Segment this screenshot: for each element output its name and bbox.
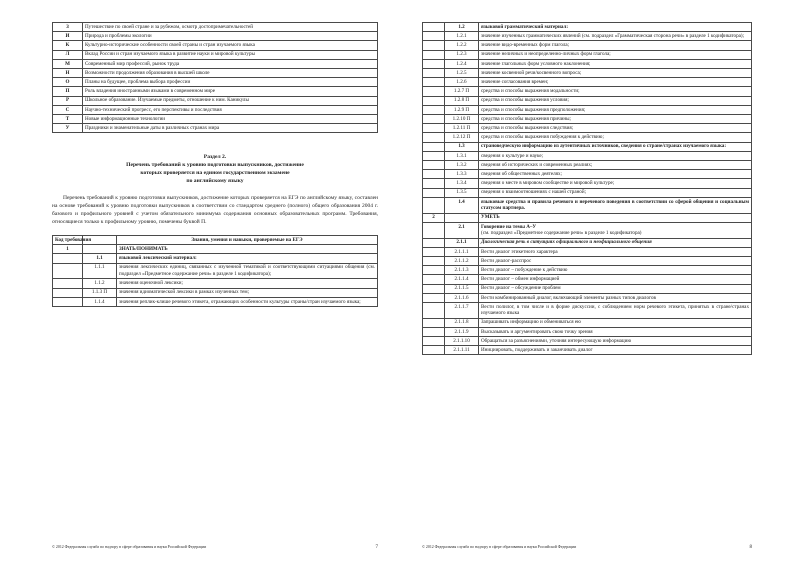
requirement-number-cell: 1.2.11 П xyxy=(445,124,479,133)
topic-text-cell: Планы на будущее, проблема выбора профессии xyxy=(83,78,378,87)
requirement-number-cell: 1.2.10 П xyxy=(445,115,479,124)
requirement-number-cell: 1.2.4 xyxy=(445,59,479,68)
requirement-number-cell: 1.1.2 xyxy=(83,279,117,288)
footer-page-number: 8 xyxy=(749,545,752,550)
requirement-text-cell: значение изученных грамматических явлений (см. подраздел «Грамматическая сторона речи» в разделе 1 кодификатора); xyxy=(479,32,752,41)
requirement-group-cell xyxy=(423,327,445,336)
table-row xyxy=(423,266,752,275)
table-row xyxy=(53,254,378,263)
requirement-text-cell: Высказывать и аргументировать свою точку зрения xyxy=(479,327,752,336)
section-heading-line-3: которых проверяется на едином государственном экзамене xyxy=(140,170,290,177)
table-row xyxy=(423,151,752,160)
requirement-text-cell: средства и способы выражения побуждения к действию; xyxy=(479,133,752,142)
table-row xyxy=(53,59,378,68)
requirement-number-cell: 2.1 xyxy=(445,222,479,238)
requirement-group-cell xyxy=(423,142,445,151)
requirement-text-cell: сведения об общественных деятелях; xyxy=(479,170,752,179)
requirement-group-cell xyxy=(423,115,445,124)
footer-left xyxy=(52,545,378,550)
requirements-table-wrap-left xyxy=(52,235,378,307)
table-row xyxy=(53,263,378,279)
requirement-number-cell: 2.1.1.9 xyxy=(445,327,479,336)
requirement-group-cell xyxy=(423,59,445,68)
table-row xyxy=(423,238,752,247)
table-row xyxy=(53,297,378,306)
requirement-group-cell xyxy=(423,346,445,355)
requirement-number-cell: 1.2.8 П xyxy=(445,96,479,105)
table-row xyxy=(423,275,752,284)
topic-code-cell: И xyxy=(53,32,83,41)
requirement-group-cell xyxy=(423,318,445,327)
requirement-number-cell: 1.3 xyxy=(445,142,479,151)
requirement-number-cell: 2.1.1.6 xyxy=(445,293,479,302)
requirement-text-cell: Инициировать, поддерживать и заканчивать диалог xyxy=(479,346,752,355)
requirement-group-cell xyxy=(423,23,445,32)
requirement-text-cell: Вести диалог – побуждение к действию xyxy=(479,266,752,275)
table-row xyxy=(423,179,752,188)
requirement-group-cell xyxy=(423,197,445,213)
requirement-group-cell xyxy=(423,41,445,50)
topic-text-cell: Школьное образование. Изучаемые предметы, отношение к ним. Каникулы xyxy=(83,96,378,105)
requirement-text-cell: Вести диалог-расспрос xyxy=(479,256,752,265)
requirement-number-cell: 1.1 xyxy=(83,254,117,263)
requirement-group-cell xyxy=(423,78,445,87)
topic-text-cell: Природа и проблемы экологии xyxy=(83,32,378,41)
table-row xyxy=(423,213,752,222)
requirement-number-cell: 1.1.1 xyxy=(83,263,117,279)
requirement-group-cell xyxy=(53,297,83,306)
requirement-number-cell xyxy=(445,213,479,222)
requirement-text-cell: значения реплик-клише речевого этикета, отражающих особенности культуры страны/стран изучаемого языка; xyxy=(117,297,378,306)
requirement-text-cell: УМЕТЬ xyxy=(479,213,752,222)
requirement-group-cell xyxy=(423,337,445,346)
table-row xyxy=(423,161,752,170)
requirement-group-cell xyxy=(423,256,445,265)
requirement-group-cell xyxy=(423,266,445,275)
requirement-number-cell: 1.3.3 xyxy=(445,170,479,179)
topic-text-cell: Современный мир профессий, рынок труда xyxy=(83,59,378,68)
topic-text-cell: Праздники и знаменательные даты в различных странах мира xyxy=(83,124,378,133)
table-row xyxy=(53,288,378,297)
requirement-number-cell: 1.3.1 xyxy=(445,151,479,160)
topic-text-cell: Новые информационные технологии xyxy=(83,115,378,124)
requirement-group-cell xyxy=(423,50,445,59)
intro-paragraph: Перечень требований к уровню подготовки выпускников, достижение которых проверяется на ЕГЭ по английскому языку, составлен на основе требований к уровню подготовки выпускников в соответствии со стандартом среднего (полного) общего образования 2004 г. базового и профильного уровней с учетом обязательного минимума содержания основных образовательных программ. Требования, относящиеся только к профильному уровню, помечены буквой П. xyxy=(52,195,378,226)
requirement-number-cell: 2.1.1 xyxy=(445,238,479,247)
requirement-group-cell xyxy=(423,161,445,170)
footer-copyright: © 2012 Федеральная служба по надзору в сфере образования и науки Российской Федерации xyxy=(52,545,207,549)
requirement-group-cell xyxy=(423,302,445,318)
requirement-number-cell: 1.2 xyxy=(445,23,479,32)
section-heading xyxy=(62,154,368,186)
topic-code-cell: К xyxy=(53,41,83,50)
topic-table-wrap xyxy=(52,22,378,133)
footer-copyright: © 2012 Федеральная служба по надзору в сфере образования и науки Российской Федерации xyxy=(422,545,577,549)
table-row xyxy=(423,32,752,41)
topic-text-cell: Научно-технический прогресс, его перспективы и последствия xyxy=(83,105,378,114)
requirement-number-cell: 2.1.1.3 xyxy=(445,266,479,275)
requirement-number-cell: 1.2.9 П xyxy=(445,105,479,114)
topic-text-cell: Культурно-исторические особенности своей страны и стран изучаемого языка xyxy=(83,41,378,50)
requirement-text-cell: Вести диалог – обсуждение проблем xyxy=(479,284,752,293)
requirement-text-cell: ЗНАТЬ/ПОНИМАТЬ xyxy=(117,245,378,254)
topic-code-cell: С xyxy=(53,105,83,114)
requirement-text-cell: Вести комбинированный диалог, включающий элементы разных типов диалогов xyxy=(479,293,752,302)
table-row xyxy=(423,69,752,78)
requirement-text-cell: Запрашивать информацию и обмениваться ею xyxy=(479,318,752,327)
requirement-text-cell: языковой грамматический материал: xyxy=(479,23,752,32)
requirement-text-cell: языковые средства и правила речевого и неречевого поведения в соответствии со сферой общения и социальным статусом партнера. xyxy=(479,197,752,213)
table-row xyxy=(423,170,752,179)
topic-code-cell: Н xyxy=(53,69,83,78)
footer-page-number: 7 xyxy=(375,545,378,550)
table-row xyxy=(423,50,752,59)
topic-text-cell: Возможности продолжения образования в высшей школе xyxy=(83,69,378,78)
topic-code-cell: О xyxy=(53,78,83,87)
table-row xyxy=(423,318,752,327)
requirement-text-cell: страноведческую информацию из аутентичных источников, сведения о стране/странах изучаемого языка: xyxy=(479,142,752,151)
requirements-table-right xyxy=(422,22,752,355)
topic-code-cell: Л xyxy=(53,50,83,59)
table-row xyxy=(423,59,752,68)
requirement-text-cell: Диалогическая речь в ситуациях официального и неофициального общения xyxy=(479,238,752,247)
table-row xyxy=(423,96,752,105)
requirement-group-cell xyxy=(423,96,445,105)
table-row xyxy=(423,124,752,133)
requirement-text-cell: сведения об исторических и современных реалиях; xyxy=(479,161,752,170)
requirement-text-cell: Вести диалог – обмен информацией xyxy=(479,275,752,284)
requirement-text-cell: Обращаться за разъяснениями, уточняя интересующую информацию xyxy=(479,337,752,346)
requirement-group-cell xyxy=(423,133,445,142)
table-row xyxy=(423,23,752,32)
topic-code-cell: У xyxy=(53,124,83,133)
table-row xyxy=(423,346,752,355)
requirement-text-cell: языковой лексический материал: xyxy=(117,254,378,263)
requirement-group-cell xyxy=(53,263,83,279)
requirement-group-cell xyxy=(423,151,445,160)
requirement-group-cell xyxy=(423,32,445,41)
requirement-number-cell: 1.3.5 xyxy=(445,188,479,197)
table-row xyxy=(423,302,752,318)
requirement-number-cell: 1.1.3 П xyxy=(83,288,117,297)
header-cell-skills: Знания, умения и навыки, проверяемые на ЕГЭ xyxy=(117,236,378,245)
topic-text-cell: Роль владения иностранными языками в современном мире xyxy=(83,87,378,96)
table-row xyxy=(423,87,752,96)
table-row xyxy=(423,222,752,238)
requirement-group-cell xyxy=(423,247,445,256)
table-row xyxy=(53,96,378,105)
header-cell-code: Код требования xyxy=(53,236,83,245)
table-row xyxy=(53,245,378,254)
requirement-group-cell xyxy=(423,222,445,238)
topic-code-cell: Р xyxy=(53,96,83,105)
table-row xyxy=(423,133,752,142)
table-row xyxy=(53,105,378,114)
topic-code-cell: Т xyxy=(53,115,83,124)
requirement-number-cell: 1.2.5 xyxy=(445,69,479,78)
requirement-group-cell xyxy=(423,87,445,96)
table-row xyxy=(423,197,752,213)
requirement-text-cell: Вести диалог этикетного характера xyxy=(479,247,752,256)
table-row xyxy=(53,124,378,133)
requirement-group-cell xyxy=(53,288,83,297)
requirement-number-cell: 2.1.1.1 xyxy=(445,247,479,256)
table-row xyxy=(423,115,752,124)
requirement-text-cell: средства и способы выражения следствия; xyxy=(479,124,752,133)
requirement-group-cell xyxy=(423,275,445,284)
requirement-group-cell xyxy=(423,188,445,197)
topic-code-cell: П xyxy=(53,87,83,96)
requirement-group-cell xyxy=(423,284,445,293)
page-right xyxy=(400,0,800,566)
requirement-group-cell xyxy=(53,254,83,263)
table-header-row xyxy=(53,236,378,245)
requirement-number-cell: 2.1.1.4 xyxy=(445,275,479,284)
requirement-number-cell: 1.2.12 П xyxy=(445,133,479,142)
requirement-group-cell xyxy=(53,279,83,288)
requirement-number-cell: 1.2.6 xyxy=(445,78,479,87)
table-row xyxy=(423,256,752,265)
requirement-text-cell: средства и способы выражения модальности; xyxy=(479,87,752,96)
requirement-group-cell xyxy=(423,238,445,247)
table-row xyxy=(53,279,378,288)
table-row xyxy=(423,78,752,87)
topic-text-cell: Путешествие по своей стране и за рубежом, осмотр достопримечательностей xyxy=(83,23,378,32)
requirement-text-cell: значения идиоматической лексики в рамках изученных тем; xyxy=(117,288,378,297)
requirement-text-cell: значения лексических единиц, связанных с изученной тематикой и соответствующими ситуациями общения (см. подраздел «Предметное содержание речи» в разделе 1 кодификатора); xyxy=(117,263,378,279)
requirement-group-cell xyxy=(423,170,445,179)
table-row xyxy=(423,142,752,151)
requirement-text-cell: значение неличных и неопределенно-личных форм глагола; xyxy=(479,50,752,59)
requirement-number-cell: 2.1.1.10 xyxy=(445,337,479,346)
topic-code-cell: З xyxy=(53,23,83,32)
requirement-text-cell: сведения о взаимоотношениях с нашей страной; xyxy=(479,188,752,197)
requirement-group-cell xyxy=(423,293,445,302)
requirement-text-cell: средства и способы выражения условия; xyxy=(479,96,752,105)
requirement-text-cell: сведения о культуре и науке; xyxy=(479,151,752,160)
requirement-text-cell: значения оценочной лексики; xyxy=(117,279,378,288)
requirement-number-cell: 2.1.1.7 xyxy=(445,302,479,318)
table-row xyxy=(53,50,378,59)
table-row xyxy=(423,337,752,346)
requirement-group-cell xyxy=(423,105,445,114)
requirement-number-cell: 1.3.2 xyxy=(445,161,479,170)
requirement-group-cell xyxy=(423,124,445,133)
table-row xyxy=(53,115,378,124)
section-heading-line-4: по английскому языку xyxy=(186,178,244,185)
requirement-text-cell: сведения о месте в мировом сообществе и мировой культуре; xyxy=(479,179,752,188)
section-heading-line-1: Раздел 2. xyxy=(203,154,227,161)
table-row xyxy=(53,87,378,96)
table-row xyxy=(53,69,378,78)
requirement-number-cell: 1.2.7 П xyxy=(445,87,479,96)
requirement-text-cell: Говорение на темы А–У (см. подраздел «Предметное содержание речи» в разделе 1 кодификатора) xyxy=(479,222,752,238)
requirement-text-cell: средства и способы выражения причины; xyxy=(479,115,752,124)
topic-text-cell: Вклад России и стран изучаемого языка в развитие науки и мировой культуры xyxy=(83,50,378,59)
table-row xyxy=(53,23,378,32)
requirements-table-left xyxy=(52,235,378,307)
requirement-group-cell: 1 xyxy=(53,245,83,254)
requirement-number-cell: 2.1.1.11 xyxy=(445,346,479,355)
table-row xyxy=(53,41,378,50)
requirement-number-cell: 2.1.1.8 xyxy=(445,318,479,327)
table-row xyxy=(423,284,752,293)
requirement-number-cell: 1.2.3 xyxy=(445,50,479,59)
table-row xyxy=(423,293,752,302)
requirement-number-cell: 1.2.1 xyxy=(445,32,479,41)
requirement-text-cell: значение глагольных форм условного наклонения; xyxy=(479,59,752,68)
requirement-group-cell xyxy=(423,179,445,188)
requirement-group-cell: 2 xyxy=(423,213,445,222)
requirement-number-cell: 1.1.4 xyxy=(83,297,117,306)
table-row xyxy=(53,78,378,87)
requirement-number-cell: 2.1.1.5 xyxy=(445,284,479,293)
requirement-text-cell: значение согласования времен; xyxy=(479,78,752,87)
requirement-text-cell: значение видо-временных форм глагола; xyxy=(479,41,752,50)
section-heading-line-2: Перечень требований к уровню подготовки выпускников, достижение xyxy=(126,162,304,169)
requirement-number-cell xyxy=(83,245,117,254)
table-row xyxy=(423,327,752,336)
requirement-number-cell: 1.2.2 xyxy=(445,41,479,50)
requirements-table-wrap-right xyxy=(422,22,752,355)
table-row xyxy=(423,247,752,256)
topic-table xyxy=(52,22,378,133)
table-row xyxy=(423,188,752,197)
table-row xyxy=(423,105,752,114)
table-row xyxy=(53,32,378,41)
table-row xyxy=(423,41,752,50)
requirement-text-cell: значение косвенной речи/косвенного вопроса; xyxy=(479,69,752,78)
requirement-number-cell: 1.4 xyxy=(445,197,479,213)
requirement-group-cell xyxy=(423,69,445,78)
requirement-number-cell: 2.1.1.2 xyxy=(445,256,479,265)
topic-code-cell: М xyxy=(53,59,83,68)
requirement-text-cell: Вести полилог, в том числе и в форме дискуссии, с соблюдением норм речевого этикета, принятых в стране/странах изучаемого языка xyxy=(479,302,752,318)
footer-right xyxy=(422,545,752,550)
requirement-text-cell: средства и способы выражения предположения; xyxy=(479,105,752,114)
requirement-number-cell: 1.3.4 xyxy=(445,179,479,188)
